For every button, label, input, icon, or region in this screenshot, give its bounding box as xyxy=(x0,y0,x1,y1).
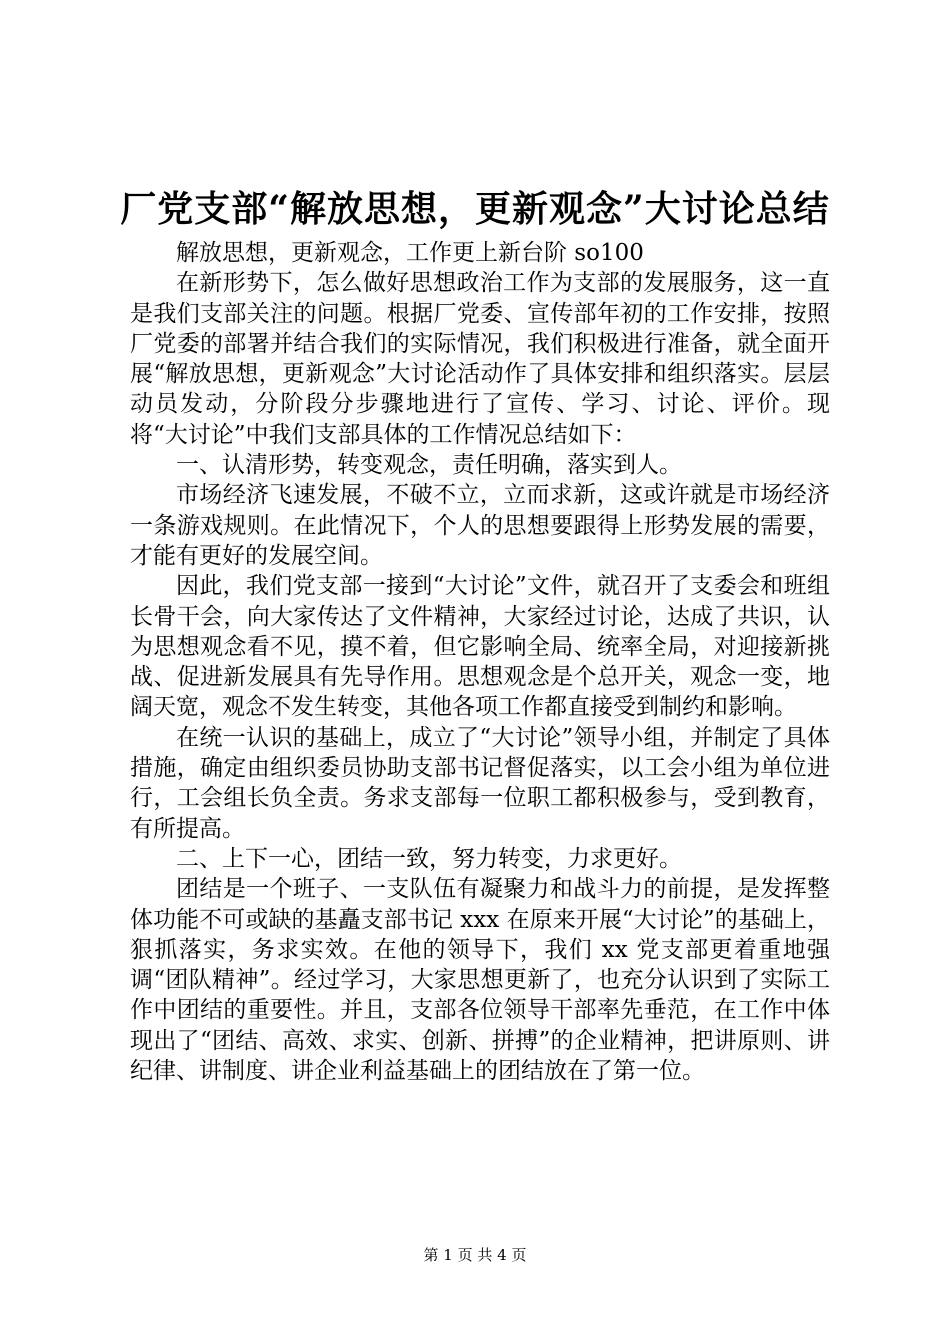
document-title: 厂党支部“解放思想，更新观念”大讨论总结 xyxy=(120,188,830,230)
page-footer: 第 1 页 共 4 页 xyxy=(423,1246,527,1264)
paragraph: 团结是一个班子、一支队伍有凝聚力和战斗力的前提，是发挥整体功能不可或缺的基矗支部书记 xxx 在原来开展“大讨论”的基础上，狠抓落实，务求实效。在他的领导下，我们 xx 党支部更着重地强调“团队精神”。经过学习，大家思想更新了，也充分认识到了实际工作中团结的重要性。并且，支部各位领导干部率先垂范，在工作中体现出了“团结、高效、求实、创新、拼搏”的企业精神，把讲原则、讲纪律、讲制度、讲企业利益基础上的团结放在了第一位。 xyxy=(130,876,830,1085)
paragraph: 因此，我们党支部一接到“大讨论”文件，就召开了支委会和班组长骨干会，向大家传达了文件精神，大家经过讨论，达成了共识，认为思想观念看不见，摸不着，但它影响全局、统率全局，对迎接新挑战、促进新发展具有先导作用。思想观念是个总开关，观念一变，地阔天宽，观念不发生转变，其他各项工作都直接受到制约和影响。 xyxy=(130,573,830,721)
section-heading: 一、认清形势，转变观念，责任明确，落实到人。 xyxy=(176,452,682,479)
section-heading: 二、上下一心，团结一致，努力转变，力求更好。 xyxy=(176,845,682,872)
paragraph: 在统一认识的基础上，成立了“大讨论”领导小组，并制定了具体措施，确定由组织委员协助支部书记督促落实，以工会小组为单位进行，工会组长负全责。务求支部每一位职工都积极参与，受到教育，有所提高。 xyxy=(130,724,830,842)
document-body xyxy=(130,238,830,1086)
paragraph: 解放思想，更新观念，工作更上新台阶 so100 xyxy=(176,240,644,266)
paragraph: 市场经济飞速发展，不破不立，立而求新，这或许就是市场经济一条游戏规则。在此情况下，个人的思想要跟得上形势发展的需要，才能有更好的发展空间。 xyxy=(130,482,830,569)
paragraph: 在新形势下，怎么做好思想政治工作为支部的发展服务，这一直是我们支部关注的问题。根据厂党委、宣传部年初的工作安排，按照厂党委的部署并结合我们的实际情况，我们积极进行准备，就全面开展“解放思想，更新观念”大讨论活动作了具体安排和组织落实。层层动员发动，分阶段分步骤地进行了宣传、学习、讨论、评价。现将“大讨论”中我们支部具体的工作情况总结如下： xyxy=(130,270,830,448)
